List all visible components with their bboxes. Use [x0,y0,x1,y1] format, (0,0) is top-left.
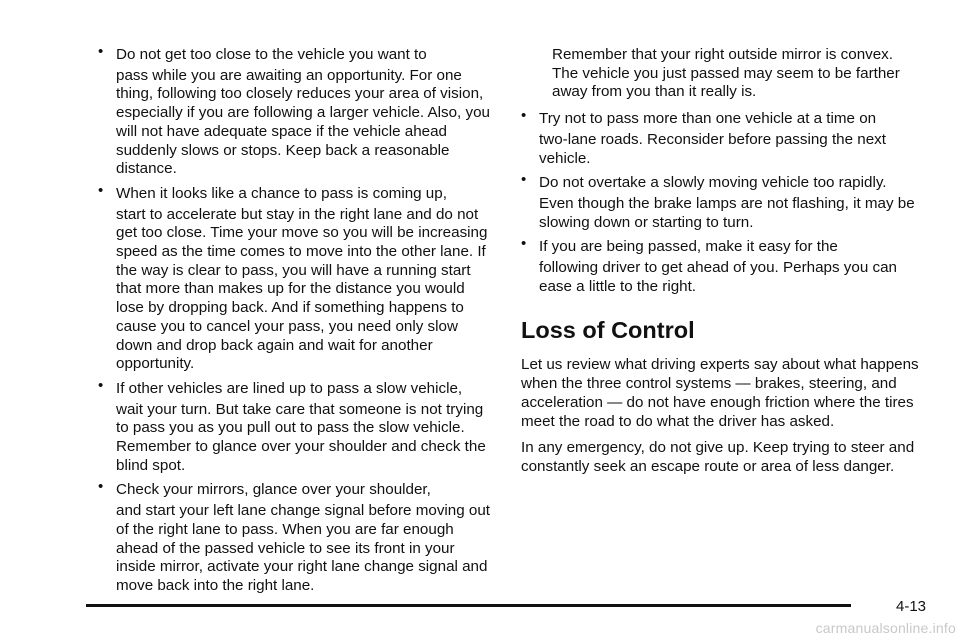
bullet-text: start to accelerate but stay in the right lane and do not get too close. Time your move so you will be increasing speed as the time comes to move into the other lane. If the way is clear to pass, you will have a running start that more than makes up for the distance you would lose by dropping back. And if something happens to cause you to cancel your pass, you need only slow down and drop back again and wait for another opportunity. [116,205,488,373]
bullet-first-line: If you are being passed, make it easy for the [539,238,838,256]
continuation-text: Remember that your right outside mirror is convex. The vehicle you just passed may seem to be farther away from you than it really is. [552,46,900,101]
list-item [521,107,923,168]
list-item [98,43,490,179]
watermark: carmanualsonline.info [815,620,956,636]
paragraph: Let us review what driving experts say about what happens when the three control systems — brakes, steering, and acceleration — do not have enough friction where the tires meet the road to do what the driver has asked. [521,356,919,430]
footer-rule [86,604,851,607]
page-number: 4-13 [896,598,927,615]
bullet-icon: • [98,181,104,199]
list-item [521,171,923,232]
bullet-text: pass while you are awaiting an opportunity. For one thing, following too closely reduces your area of vision, especially if you are following a larger vehicle. Also, you will not have adequate space if the vehicle ahead suddenly slows or stops. Keep back a reasonable distance. [116,66,490,178]
paragraph: In any emergency, do not give up. Keep trying to steer and constantly seek an escape route or area of less danger. [521,439,915,475]
bullet-first-line: Do not get too close to the vehicle you want to [116,46,427,63]
bullet-text: wait your turn. But take care that someone is not trying to pass you as you pull out to pass the slow vehicle. Remember to glance over your shoulder and check the blind spot. [116,400,486,474]
bullet-text: Even though the brake lamps are not flashing, it may be slowing down or starting to turn. [539,194,915,231]
bullet-icon: • [98,376,104,394]
right-column [521,46,923,485]
list-item [98,478,491,595]
bullet-icon: • [521,107,527,125]
bullet-text: and start your left lane change signal before moving out of the right lane to pass. When you are far enough ahead of the passed vehicle to see its front in your inside mirror, activate your right lane change signal and move back into the right lane. [116,502,491,594]
bullet-icon: • [98,43,104,60]
left-column [98,43,491,602]
list-item [98,181,490,374]
bullet-first-line: If other vehicles are lined up to pass a slow vehicle, [116,379,463,397]
bullet-icon: • [521,235,527,253]
bullet-first-line: When it looks like a chance to pass is coming up, [116,184,447,202]
bullet-first-line: Check your mirrors, glance over your shoulder, [116,481,431,499]
bullet-text: two-lane roads. Reconsider before passing the next vehicle. [539,130,886,167]
section-heading: Loss of Control [521,317,695,344]
bullet-icon: • [98,478,104,496]
bullet-first-line: Try not to pass more than one vehicle at a time on [539,110,877,128]
list-item [98,376,490,476]
bullet-icon: • [521,171,527,189]
list-item [521,235,923,296]
bullet-text: following driver to get ahead of you. Perhaps you can ease a little to the right. [539,259,897,295]
bullet-first-line: Do not overtake a slowly moving vehicle too rapidly. [539,174,887,192]
